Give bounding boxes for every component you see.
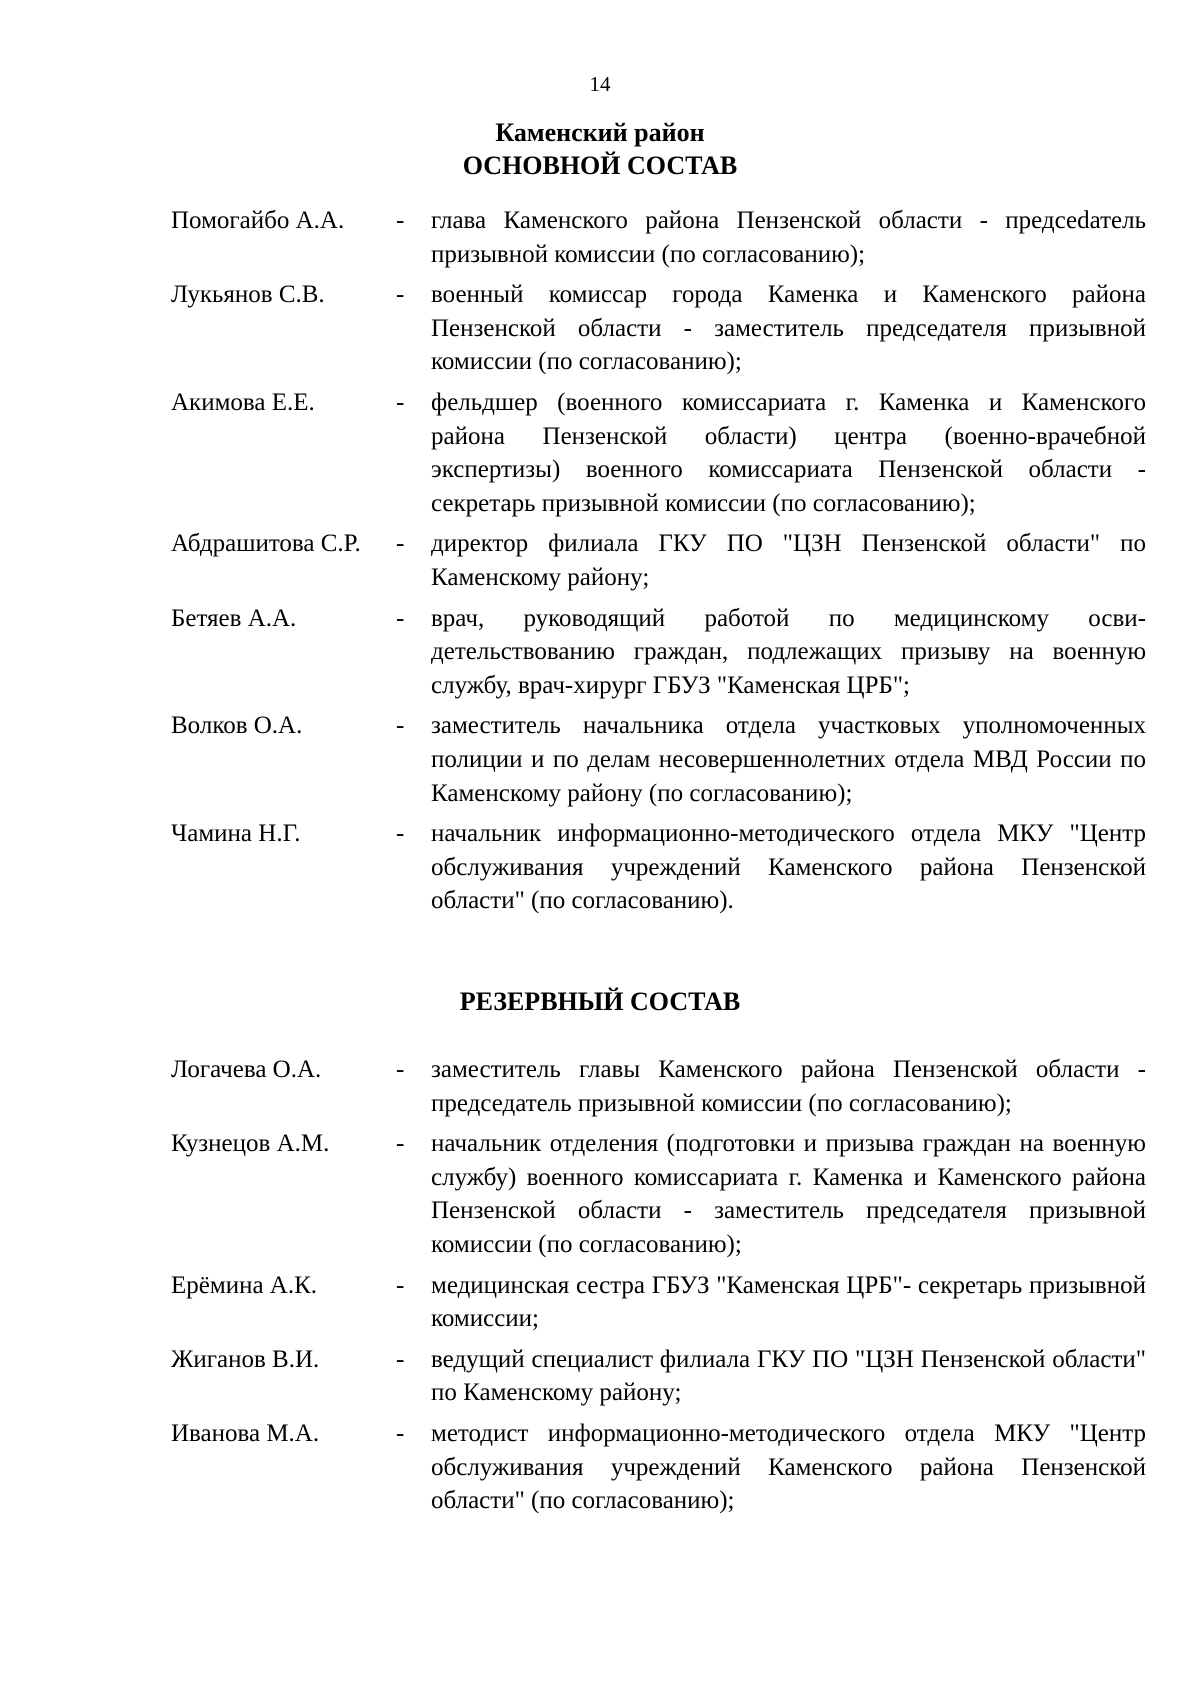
member-name: Жиганов В.И. (171, 1345, 320, 1373)
page-number: 14 (589, 72, 611, 96)
main-composition-title: ОСНОВНОЙ СОСТАВ (462, 151, 738, 180)
member-role: заместитель главы Каменского района Пензенской области - председатель призывной комиссии (по согласованию); (431, 1056, 1146, 1117)
member-name: Логачева О.А. (171, 1056, 322, 1083)
member-name: Бетяев А.А. (171, 604, 297, 632)
member-name: Иванова М.А. (171, 1419, 320, 1447)
member-row (171, 386, 1146, 520)
member-dash: - (396, 1130, 405, 1158)
member-row (171, 602, 1146, 703)
member-name: Абдрашитова С.Р. (171, 530, 361, 558)
member-row (171, 527, 1146, 594)
reserve-composition-list (171, 1053, 1146, 1525)
member-dash: - (396, 820, 405, 848)
member-role: начальник информационно-методического отдела МКУ "Центр обслуживания учреждений Каменского района Пензенской области" (по согласованию). (431, 820, 1146, 915)
member-row (171, 278, 1146, 379)
member-row (171, 709, 1146, 810)
member-row (171, 1417, 1146, 1518)
member-role: ведущий специалист филиала ГКУ ПО "ЦЗН Пензенской области" по Каменскому району; (431, 1345, 1146, 1407)
member-role: начальник отделения (подготовки и призыва граждан на военную службу) военного комиссариата г. Каменка и Каменского района Пензенской области - заместитель председателя призывной комиссии (по согласованию); (431, 1130, 1146, 1258)
member-row (171, 204, 1146, 271)
member-row (171, 1343, 1146, 1410)
member-role: медицинская сестра ГБУЗ "Каменская ЦРБ"- секретарь призывной комиссии; (431, 1271, 1146, 1333)
member-dash: - (396, 604, 405, 632)
district-title: Каменский район (495, 118, 705, 147)
member-role: заместитель начальника отдела участковых уполномоченных полиции и по делам несовершеннолетних отдела МВД России по Каменскому району (по согласованию); (431, 712, 1146, 807)
member-row (171, 1053, 1146, 1120)
member-name: Акимова Е.Е. (171, 388, 315, 416)
member-role: фельдшер (военного комиссариата г. Каменка и Каменского района Пензенской области) центра (военно-врачебной экспертизы) военного комиссариата Пензенской области - секретарь призывной комиссии (по согласованию); (431, 388, 1146, 517)
member-row (171, 1269, 1146, 1336)
member-dash: - (396, 1345, 405, 1373)
member-role: врач, руководящий работой по медицинскому освидетельствованию граждан, подлежащих призыву на военную службу, врач-хирург ГБУЗ "Каменская ЦРБ"; (431, 604, 1146, 699)
member-name: Волков О.А. (171, 712, 303, 740)
main-composition-heading (0, 116, 1200, 182)
member-role: директор филиала ГКУ ПО "ЦЗН Пензенской области" по Каменскому району; (431, 530, 1146, 591)
member-dash: - (396, 1419, 405, 1447)
member-name: Помогайбо А.А. (171, 207, 345, 234)
member-role: военный комиссар города Каменка и Каменского района Пензенской области - заместитель председателя призывной комиссии (по согласованию); (431, 281, 1146, 376)
member-dash: - (396, 1271, 405, 1299)
member-row (171, 1127, 1146, 1261)
member-dash: - (396, 530, 405, 558)
member-dash: - (396, 388, 405, 416)
main-composition-list (171, 204, 1146, 925)
member-name: Чамина Н.Г. (171, 820, 301, 848)
member-role: методист информационно-методического отдела МКУ "Центр обслуживания учреждений Каменского района Пензенской области" (по согласованию); (431, 1419, 1146, 1515)
member-role: глава Каменского района Пензенской области - предсеdатель призывной комиссии (по согласованию); (431, 207, 1146, 268)
member-name: Ерёмина А.К. (171, 1271, 318, 1299)
member-dash: - (396, 1056, 405, 1083)
reserve-composition-title: РЕЗЕРВНЫЙ СОСТАВ (459, 987, 741, 1016)
member-name: Кузнецов А.М. (171, 1130, 330, 1158)
member-dash: - (396, 281, 405, 309)
member-row (171, 817, 1146, 918)
member-name: Лукьянов С.В. (171, 281, 325, 309)
member-dash: - (396, 712, 405, 740)
member-dash: - (396, 207, 405, 234)
reserve-composition-heading (0, 985, 1200, 1018)
